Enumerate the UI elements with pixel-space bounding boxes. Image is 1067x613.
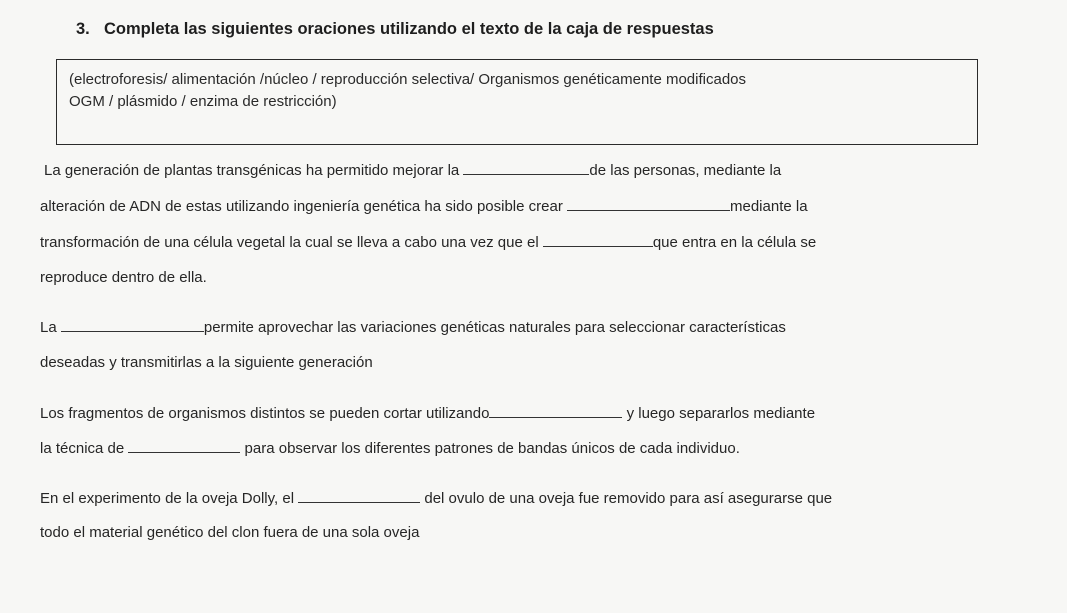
- blank-6[interactable]: [128, 439, 240, 453]
- p4-line-1: [40, 489, 832, 507]
- p2-text-1b: permite aprovechar las variaciones genéticas naturales para seleccionar características: [203, 319, 786, 336]
- p3-text-2b: para observar los diferentes patrones de bandas únicos de cada individuo.: [240, 440, 740, 457]
- p4-text-1b: del ovulo de una oveja fue removido para así asegurarse que: [420, 490, 833, 507]
- question-heading: [76, 20, 714, 39]
- p1-text-2a: alteración de ADN de estas utilizando ingeniería genética ha sido posible crear: [40, 198, 567, 215]
- blank-3[interactable]: [543, 233, 653, 247]
- p1-text-1b: de las personas, mediante la: [589, 162, 782, 179]
- p2-line-2: deseadas y transmitirlas a la siguiente generación: [40, 354, 373, 371]
- p1-line-1: [44, 161, 781, 179]
- p2-line-1: [40, 318, 786, 336]
- p1-line-3: [40, 233, 816, 251]
- p2-text-1a: La: [40, 319, 61, 336]
- blank-7[interactable]: [298, 489, 420, 503]
- p4-text-1a: En el experimento de la oveja Dolly, el: [40, 490, 299, 507]
- p1-line-2: [40, 197, 808, 215]
- p1-text-2b: mediante la: [730, 198, 808, 215]
- p3-text-1b: y luego separarlos mediante: [622, 405, 816, 422]
- answer-box-line-1: (electroforesis/ alimentación /núcleo / reproducción selectiva/ Organismos genéticamente modificados: [69, 71, 746, 88]
- p3-text-2a: la técnica de: [40, 440, 129, 457]
- blank-4[interactable]: [61, 318, 204, 332]
- p3-line-2: [40, 439, 740, 457]
- p3-line-1: [40, 404, 815, 422]
- question-title: Completa las siguientes oraciones utilizando el texto de la caja de respuestas: [104, 20, 714, 38]
- answer-box-line-2: OGM / plásmido / enzima de restricción): [69, 93, 337, 110]
- p1-text-3b: que entra en la célula se: [652, 234, 817, 251]
- p1-text-3a: transformación de una célula vegetal la cual se lleva a cabo una vez que el: [40, 234, 543, 251]
- p1-text-1a: La generación de plantas transgénicas ha permitido mejorar la: [44, 162, 464, 179]
- p3-text-1a: Los fragmentos de organismos distintos se pueden cortar utilizando: [40, 405, 490, 422]
- question-number: 3.: [76, 20, 90, 38]
- blank-5[interactable]: [489, 404, 622, 418]
- answer-box: [56, 59, 978, 145]
- p4-line-2: todo el material genético del clon fuera de una sola oveja: [40, 524, 420, 541]
- p1-line-4: reproduce dentro de ella.: [40, 269, 207, 286]
- blank-2[interactable]: [567, 197, 730, 211]
- blank-1[interactable]: [463, 161, 589, 175]
